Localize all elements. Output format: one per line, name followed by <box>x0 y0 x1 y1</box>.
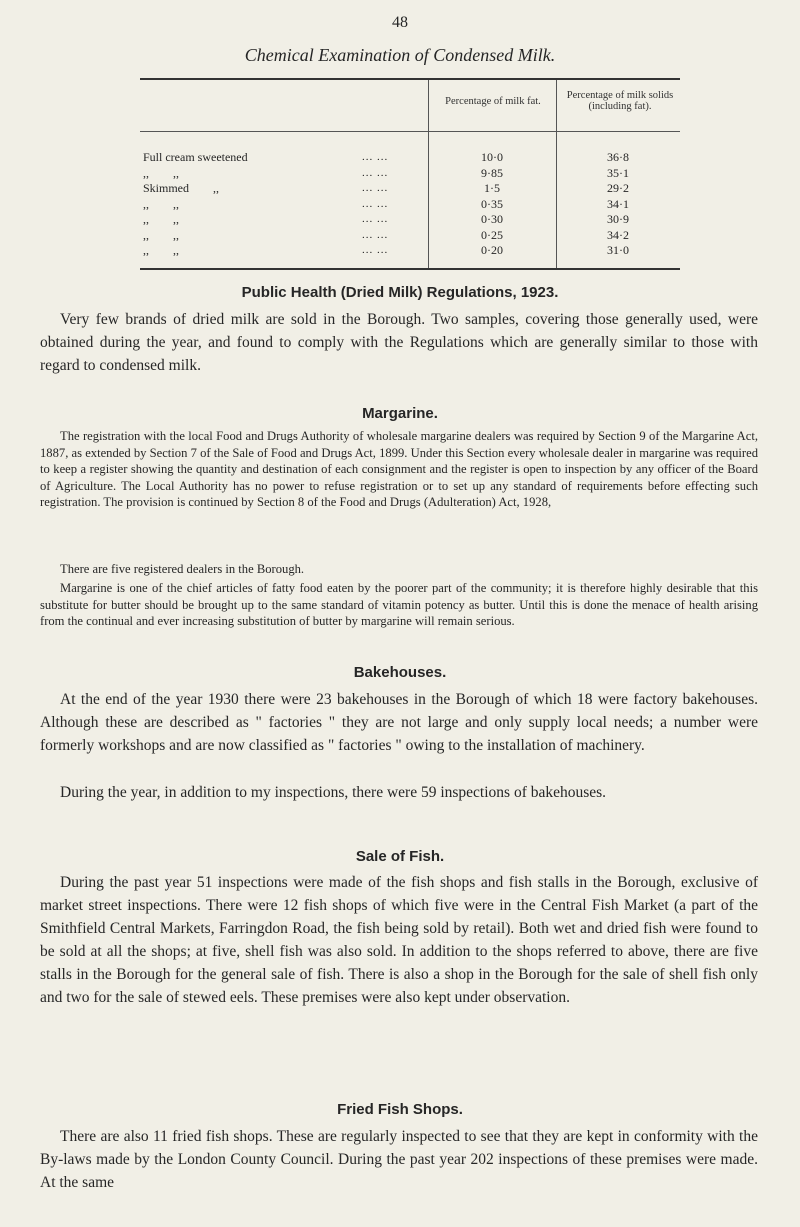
row-leader-dots: ... ... <box>362 166 389 179</box>
cell-milk-fat: 0·30 <box>481 212 503 226</box>
table-top-rule <box>140 78 680 80</box>
cell-milk-solids: 36·8 <box>607 150 629 164</box>
table-header-rule <box>140 131 680 132</box>
row-leader-dots: ... ... <box>362 244 389 256</box>
row-leader-dots: ... ... <box>362 182 389 194</box>
paragraph-margarine-registration: The registration with the local Food and Drugs Authority of wholesale margarine dealers was required by Section 9 of the Margarine Act, 1887, as extended by Section 7 of the Sale of Food and Drugs Act, 1899. Under this Section every wholesale dealer in margarine was required to keep a register showing the quantity and destination of each consignment and the register is open to inspection by any officer of the Board of Agriculture. The Local Authority has no power to refuse registration or to set up any standard of requirements before effecting such registration. The provision is continued by Section 8 of the Food and Drugs (Adulteration) Act, 1928, <box>40 429 758 510</box>
paragraph-dried-milk: Very few brands of dried milk are sold in the Borough. Two samples, covering those generally used, were obtained during the year, and found to comply with the Regulations which are generally similar to those with regard to condensed milk. <box>40 311 758 374</box>
table-row <box>140 228 680 244</box>
heading-margarine: Margarine. <box>362 405 438 422</box>
row-leader-dots: ... ... <box>362 197 389 210</box>
heading-dried-milk: Public Health (Dried Milk) Regulations, 1923. <box>241 284 559 301</box>
table-row <box>140 150 680 166</box>
cell-milk-fat: 10·0 <box>481 150 503 164</box>
row-description: Skimmed ,, <box>143 181 220 195</box>
table-row <box>140 181 680 197</box>
table-row <box>140 197 680 213</box>
cell-milk-solids: 34·1 <box>607 196 629 211</box>
row-description: ,, ,, <box>143 243 179 257</box>
cell-milk-fat: 1·5 <box>484 181 500 195</box>
cell-milk-fat: 9·85 <box>481 165 503 180</box>
cell-milk-solids: 30·9 <box>607 212 629 226</box>
table-caption: Chemical Examination of Condensed Milk. <box>244 45 556 65</box>
cell-milk-solids: 29·2 <box>607 181 629 195</box>
paragraph-sale-of-fish: During the past year 51 inspections were made of the fish shops and fish stalls in the Borough, exclusive of market street inspections. There were 12 fish shops of which five were in the Central Fish Market (a part of the Smithfield Central Markets, Farringdon Road, the fish being sold by retail). Both wet and dried fish were found to be sold at all the shops; at five, shell fish was also sold. In addition to the shops referred to above, there are five stalls in the Borough for the general sale of fish. There is also a shop in the Borough for the sale of shell fish only and two for the sale of stewed eels. These premises were also kept under observation. <box>40 874 758 1006</box>
cell-milk-fat: 0·35 <box>481 196 503 211</box>
row-leader-dots: ... ... <box>362 228 389 241</box>
row-description: ,, ,, <box>143 165 179 180</box>
table-row <box>140 212 680 228</box>
paragraph-bakehouses-inspections: During the year, in addition to my inspections, there were 59 inspections of bakehouses. <box>60 784 607 801</box>
table-bottom-rule <box>140 268 680 270</box>
heading-sale-of-fish: Sale of Fish. <box>355 848 445 865</box>
row-leader-dots: ... ... <box>362 151 389 163</box>
paragraph-margarine-vitamins: Margarine is one of the chief articles of fatty food eaten by the poorer part of the community; it is therefore highly desirable that this substitute for butter should be brought up to the same standard of vitamin potency as butter. Until this is done the menace of health arising from the continual and ever increasing substitution of butter by margarine will remain serious. <box>40 581 758 629</box>
paragraph-bakehouses-count: At the end of the year 1930 there were 23 bakehouses in the Borough of which 18 were factory bakehouses. Although these are described as " factories " they are not large and only supply local needs; a number were formerly workshops and are now classified as " factories " owing to the installation of machinery. <box>40 691 758 754</box>
row-leader-dots: ... ... <box>362 213 389 225</box>
table-row <box>140 166 680 182</box>
row-description: ,, ,, <box>143 196 179 211</box>
paragraph-margarine-dealers: There are five registered dealers in the Borough. <box>60 562 305 576</box>
column-header-milk-fat: Percentage of milk fat. <box>445 96 541 107</box>
page-number: 48 <box>392 14 408 31</box>
heading-fried-fish-shops: Fried Fish Shops. <box>337 1101 463 1118</box>
cell-milk-fat: 0·25 <box>481 227 503 242</box>
cell-milk-solids: 31·0 <box>607 243 629 257</box>
row-description: ,, ,, <box>143 212 179 226</box>
cell-milk-solids: 35·1 <box>607 165 629 180</box>
cell-milk-solids: 34·2 <box>607 227 629 242</box>
table-body <box>140 150 680 259</box>
cell-milk-fat: 0·20 <box>481 243 503 257</box>
table-row <box>140 243 680 259</box>
row-description: Full cream sweetened <box>143 150 248 164</box>
row-description: ,, ,, <box>143 227 179 242</box>
heading-bakehouses: Bakehouses. <box>353 664 447 681</box>
column-header-milk-solids: Percentage of milk solids (including fat). <box>566 90 674 112</box>
paragraph-fried-fish-shops: There are also 11 fried fish shops. These are regularly inspected to see that they are kept in conformity with the By-laws made by the London County Council. During the past year 202 inspections of these premises were made. At the same <box>40 1128 758 1191</box>
condensed-milk-table <box>140 78 680 270</box>
